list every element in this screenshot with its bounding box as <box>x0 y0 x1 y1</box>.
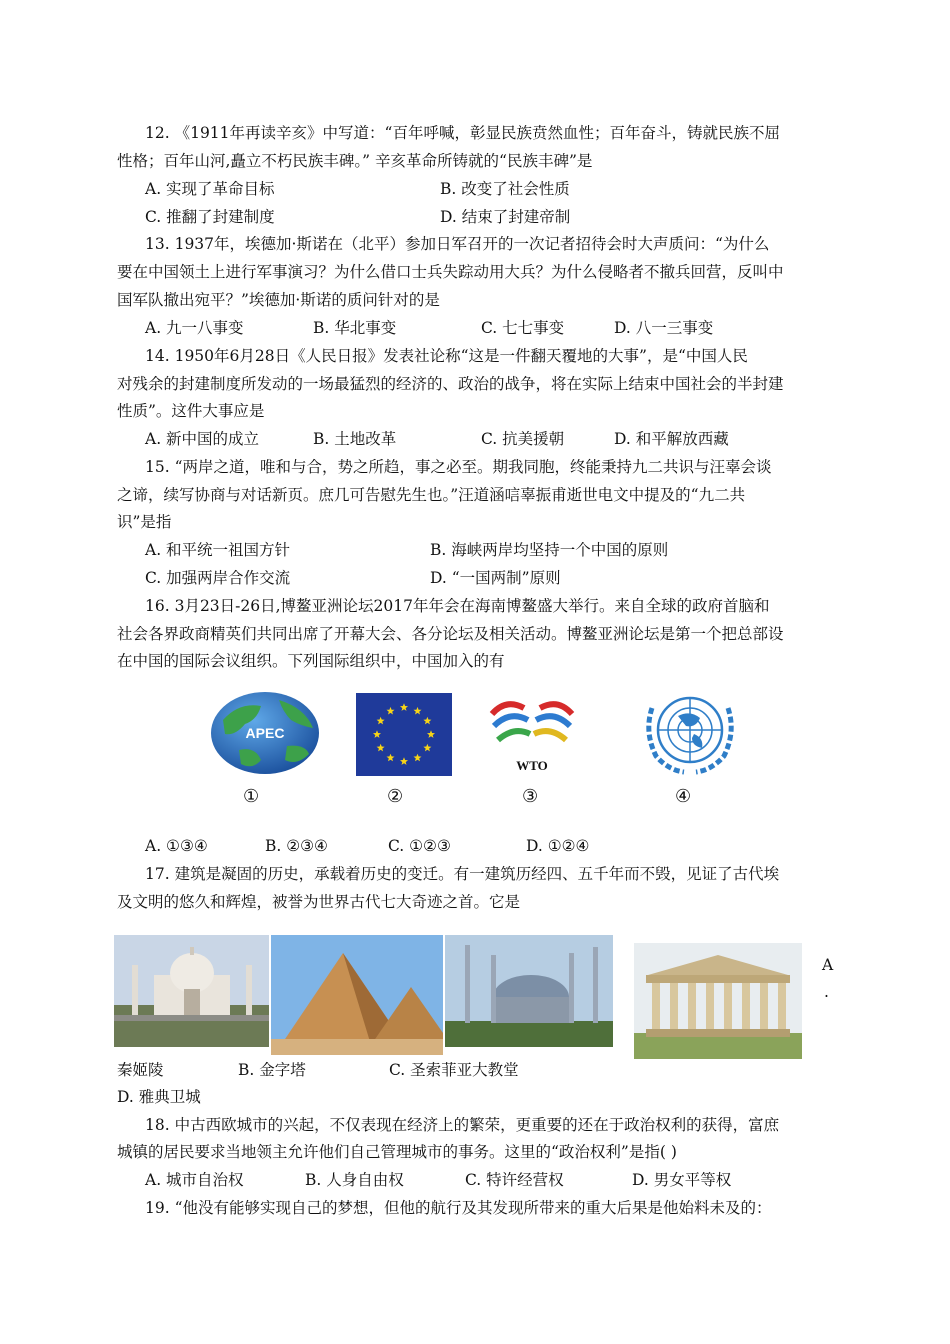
q15-stem-line1: 15. “两岸之道，唯和与合，势之所趋，事之必至。期我同胞，终能秉持九二共识与汪辜会谈 <box>145 458 772 476</box>
q16-option-a: A. ①③④ <box>145 837 208 855</box>
q15-option-b: B. 海峡两岸均坚持一个中国的原则 <box>430 541 669 559</box>
q13-option-d: D. 八一三事变 <box>614 319 714 337</box>
q16-option-d: D. ①②④ <box>526 837 590 855</box>
q13-stem-line1: 13. 1937年，埃德加·斯诺在（北平）参加日军召开的一次记者招待会时大声质问：“为什么 <box>145 235 770 253</box>
q14-option-b: B. 土地改革 <box>313 430 397 448</box>
q17-option-c: C. 圣索菲亚大教堂 <box>389 1061 519 1079</box>
q17-side-letter: A <box>822 956 834 974</box>
q14-option-a: A. 新中国的成立 <box>145 430 260 448</box>
q12-option-c: C. 推翻了封建制度 <box>145 208 275 226</box>
q17-stem-line1: 17. 建筑是凝固的历史，承载着历史的变迁。有一建筑历经四、五千年而不毁，见证了古代埃 <box>145 865 780 883</box>
logo-number-4: ④ <box>675 786 692 807</box>
q13-option-b: B. 华北事变 <box>313 319 397 337</box>
q18-option-c: C. 特许经营权 <box>465 1171 564 1189</box>
q12-stem-line2: 性格；百年山河,矗立不朽民族丰碑。” 辛亥革命所铸就的“民族丰碑”是 <box>117 152 593 170</box>
q14-option-d: D. 和平解放西藏 <box>614 430 729 448</box>
q12-stem-line1: 12. 《1911年再读辛亥》中写道：“百年呼喊，彰显民族贲然血性；百年奋斗，铸就民族不屈 <box>145 124 780 142</box>
q12-option-b: B. 改变了社会性质 <box>440 180 570 198</box>
un-emblem-logo <box>634 688 746 778</box>
q17-option-b: B. 金字塔 <box>238 1061 306 1079</box>
q16-option-b: B. ②③④ <box>265 837 328 855</box>
q16-stem-line1: 16. 3月23日-26日,博鳌亚洲论坛2017年年会在海南博鳌盛大举行。来自全球的政府首脑和 <box>145 597 770 615</box>
eu-flag-logo <box>356 693 452 776</box>
q15-stem-line3: 识”是指 <box>117 513 172 531</box>
q16-stem-line2: 社会各界政商精英们共同出席了开幕大会、各分论坛及相关活动。博鳌亚洲论坛是第一个把总部设 <box>117 625 784 643</box>
pyramids-photo <box>271 935 443 1055</box>
q18-option-a: A. 城市自治权 <box>145 1171 244 1189</box>
logo-number-1: ① <box>243 786 260 807</box>
logo-number-2: ② <box>387 786 404 807</box>
q17-stem-line2: 及文明的悠久和辉煌，被誉为世界古代七大奇迹之首。它是 <box>117 893 521 911</box>
logo-number-3: ③ <box>522 786 539 807</box>
q13-option-c: C. 七七事变 <box>481 319 565 337</box>
q14-option-c: C. 抗美援朝 <box>481 430 565 448</box>
q15-stem-line2: 之谛，续写协商与对话新页。庶几可告慰先生也。”汪道涵唁辜振甫逝世电文中提及的“九二共 <box>117 486 746 504</box>
q12-option-a: A. 实现了革命目标 <box>145 180 275 198</box>
q16-stem-line3: 在中国的国际会议组织。下列国际组织中，中国加入的有 <box>117 652 505 670</box>
q13-stem-line2: 要在中国领土上进行军事演习？为什么借口士兵失踪动用大兵？为什么侵略者不撤兵回营，反叫中 <box>117 263 784 281</box>
q17-side-dot: . <box>824 983 829 1001</box>
q14-stem-line3: 性质”。这件大事应是 <box>117 402 265 420</box>
q14-stem-line1: 14. 1950年6月28日《人民日报》发表社论称“这是一件翻天覆地的大事”，是“中国人民 <box>145 347 748 365</box>
q13-stem-line3: 国军队撤出宛平？”埃德加·斯诺的质问针对的是 <box>117 291 440 309</box>
apec-globe-logo <box>209 690 321 776</box>
q18-option-b: B. 人身自由权 <box>305 1171 404 1189</box>
taj-mahal-photo <box>114 935 269 1047</box>
q12-option-d: D. 结束了封建帝制 <box>440 208 571 226</box>
q18-stem-line2: 城镇的居民要求当地领主允许他们自己管理城市的事务。这里的“政治权利”是指( ) <box>117 1143 677 1161</box>
q18-stem-line1: 18. 中古西欧城市的兴起，不仅表现在经济上的繁荣，更重要的还在于政治权利的获得，富庶 <box>145 1116 780 1134</box>
q16-option-c: C. ①②③ <box>388 837 451 855</box>
q17-option-d: D. 雅典卫城 <box>117 1088 201 1106</box>
q19-stem-line1: 19. “他没有能够实现自己的梦想，但他的航行及其发现所带来的重大后果是他始料未及的： <box>145 1199 772 1217</box>
q15-option-d: D. “一国两制”原则 <box>430 569 561 587</box>
greek-temple-photo <box>634 943 802 1059</box>
q15-option-a: A. 和平统一祖国方针 <box>145 541 291 559</box>
q18-option-d: D. 男女平等权 <box>632 1171 732 1189</box>
wto-logo <box>484 692 580 776</box>
q17-option-a: 秦姬陵 <box>117 1061 164 1079</box>
q15-option-c: C. 加强两岸合作交流 <box>145 569 291 587</box>
apec-label: APEC <box>245 725 285 741</box>
q14-stem-line2: 对残余的封建制度所发动的一场最猛烈的经济的、政治的战争，将在实际上结束中国社会的半封建 <box>117 375 784 393</box>
q13-option-a: A. 九一八事变 <box>145 319 244 337</box>
wto-label: WTO <box>516 758 548 773</box>
hagia-sophia-photo <box>445 935 613 1047</box>
